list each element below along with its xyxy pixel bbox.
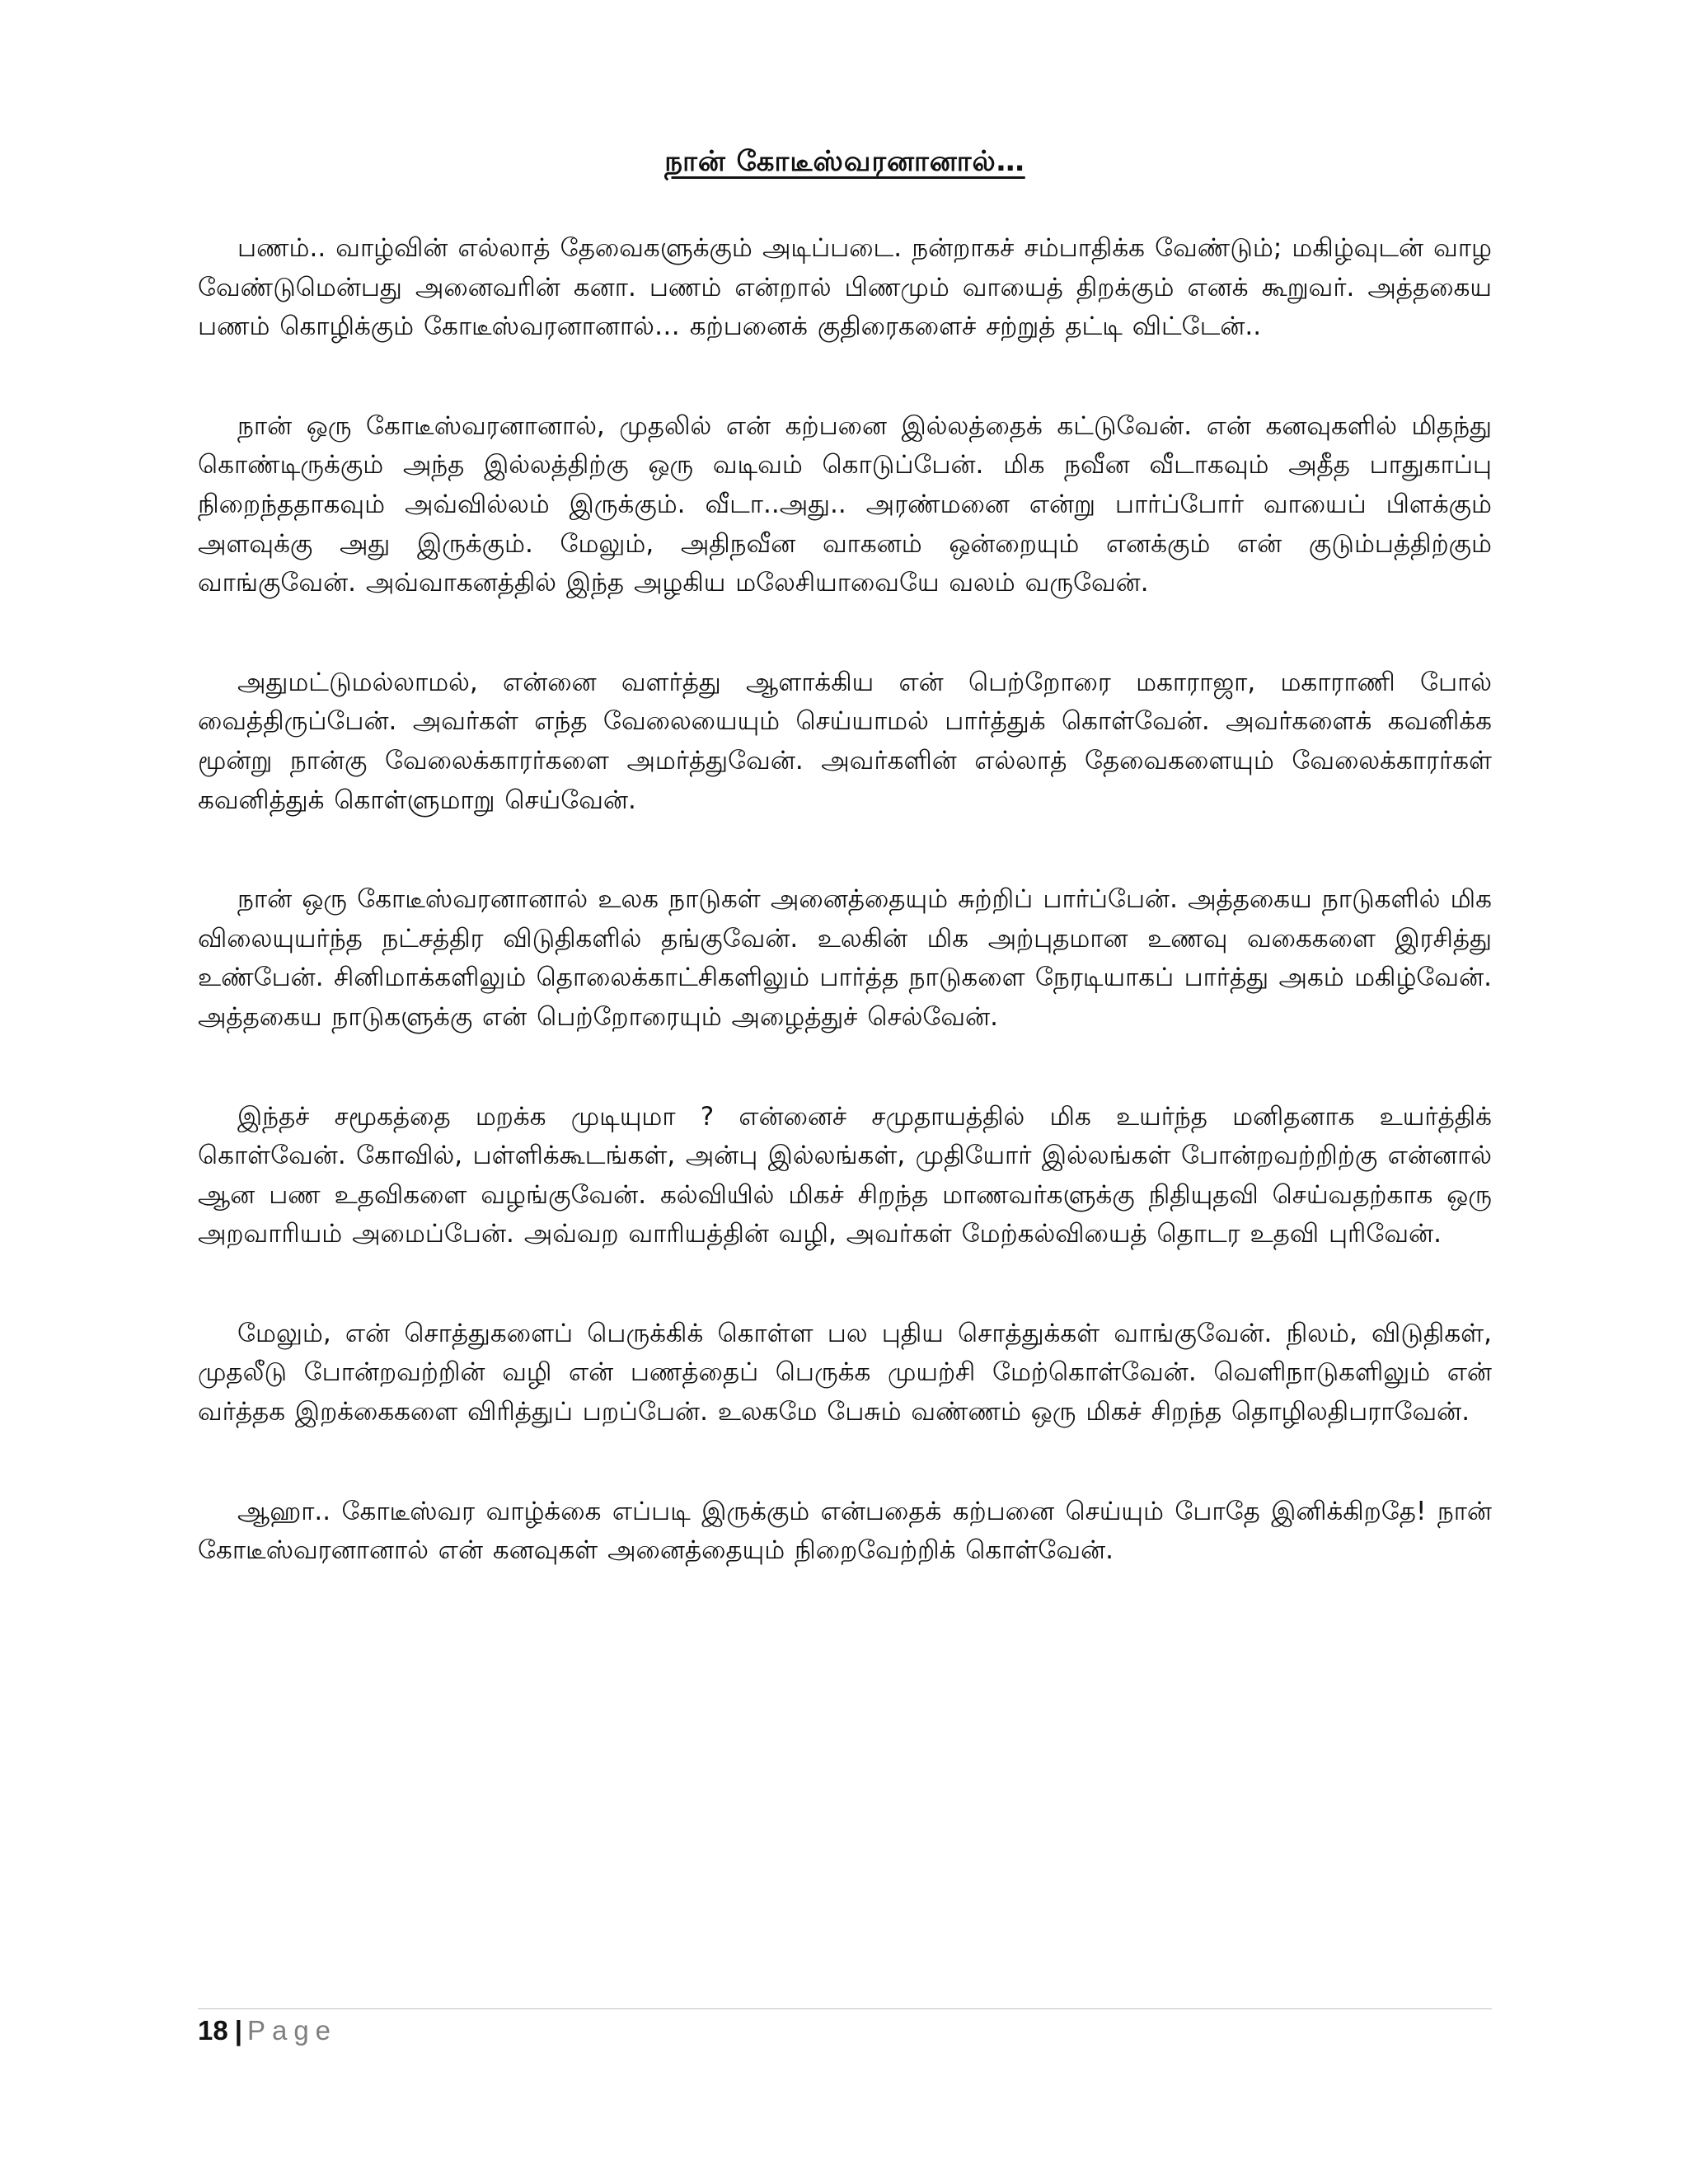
paragraph-3: அதுமட்டுமல்லாமல், என்னை வளர்த்து ஆளாக்கிய என் பெற்றோரை மகாராஜா, மகாராணி போல் வைத்திருப்பேன். அவர்கள் எந்த வேலையையும் செய்யாமல் பார்த்துக் கொள்வேன். அவர்களைக் கவனிக்க மூன்று நான்கு வேலைக்காரர்களை அமர்த்துவேன். அவர்களின் எல்லாத் தேவைகளையும் வேலைக்காரர்கள் கவனித்துக் கொள்ளுமாறு செய்வேன். — [198, 667, 1492, 815]
paragraph-6: மேலும், என் சொத்துகளைப் பெருக்கிக் கொள்ள பல புதிய சொத்துக்கள் வாங்குவேன். நிலம், விடுதிகள், முதலீடு போன்றவற்றின் வழி என் பணத்தைப் பெருக்க முயற்சி மேற்கொள்வேன். வெளிநாடுகளிலும் என் வர்த்தக இறக்கைகளை விரித்துப் பறப்பேன். உலகமே பேசும் வண்ணம் ஒரு மிகச் சிறந்த தொழிலதிபராவேன். — [198, 1318, 1492, 1427]
footer-divider — [198, 2008, 1492, 2009]
page-number: 18 — [198, 2015, 228, 2046]
footer-separator: | — [234, 2015, 242, 2046]
paragraph-4: நான் ஒரு கோடீஸ்வரனானால் உலக நாடுகள் அனைத்தையும் சுற்றிப் பார்ப்பேன். அத்தகைய நாடுகளில் மிக விலையுயர்ந்த நட்சத்திர விடுதிகளில் தங்குவேன். உலகின் மிக அற்புதமான உணவு வகைகளை இரசித்து உண்பேன். சினிமாக்களிலும் தொலைக்காட்சிகளிலும் பார்த்த நாடுகளை நேரடியாகப் பார்த்து அகம் மகிழ்வேன். அத்தகைய நாடுகளுக்கு என் பெற்றோரையும் அழைத்துச் செல்வேன். — [198, 884, 1492, 1032]
essay-body — [198, 229, 1492, 1631]
page-label: Page — [246, 2015, 338, 2046]
paragraph-2: நான் ஒரு கோடீஸ்வரனானால், முதலில் என் கற்பனை இல்லத்தைக் கட்டுவேன். என் கனவுகளில் மிதந்து கொண்டிருக்கும் அந்த இல்லத்திற்கு ஒரு வடிவம் கொடுப்பேன். மிக நவீன வீடாகவும் அதீத பாதுகாப்பு நிறைந்ததாகவும் அவ்வில்லம் இருக்கும். வீடா..அது.. அரண்மனை என்று பார்ப்போர் வாயைப் பிளக்கும் அளவுக்கு அது இருக்கும். மேலும், அதிநவீன வாகனம் ஒன்றையும் எனக்கும் என் குடும்பத்திற்கும் வாங்குவேன். அவ்வாகனத்தில் இந்த அழகிய மலேசியாவையே வலம் வருவேன். — [198, 410, 1492, 598]
paragraph-1: பணம்.. வாழ்வின் எல்லாத் தேவைகளுக்கும் அடிப்படை. நன்றாகச் சம்பாதிக்க வேண்டும்; மகிழ்வுடன் வாழ வேண்டுமென்பது அனைவரின் கனா. பணம் என்றால் பிணமும் வாயைத் திறக்கும் எனக் கூறுவர். அத்தகைய பணம் கொழிக்கும் கோடீஸ்வரனானால்… கற்பனைக் குதிரைகளைச் சற்றுத் தட்டி விட்டேன்.. — [198, 233, 1492, 342]
document-page — [198, 0, 1492, 2184]
page-footer — [198, 2012, 337, 2050]
essay-title: நான் கோடீஸ்வரனானால்… — [664, 145, 1025, 178]
paragraph-5: இந்தச் சமூகத்தை மறக்க முடியுமா ? என்னைச் சமுதாயத்தில் மிக உயர்ந்த மனிதனாக உயர்த்திக் கொள்வேன். கோவில், பள்ளிக்கூடங்கள், அன்பு இல்லங்கள், முதியோர் இல்லங்கள் போன்றவற்றிற்கு என்னால் ஆன பண உதவிகளை வழங்குவேன். கல்வியில் மிகச் சிறந்த மாணவர்களுக்கு நிதியுதவி செய்வதற்காக ஒரு அறவாரியம் அமைப்பேன். அவ்வற வாரியத்தின் வழி, அவர்கள் மேற்கல்வியைத் தொடர உதவி புரிவேன். — [198, 1101, 1492, 1249]
paragraph-7: ஆஹா.. கோடீஸ்வர வாழ்க்கை எப்படி இருக்கும் என்பதைக் கற்பனை செய்யும் போதே இனிக்கிறதே! நான் கோடீஸ்வரனானால் என் கனவுகள் அனைத்தையும் நிறைவேற்றிக் கொள்வேன். — [198, 1496, 1492, 1566]
